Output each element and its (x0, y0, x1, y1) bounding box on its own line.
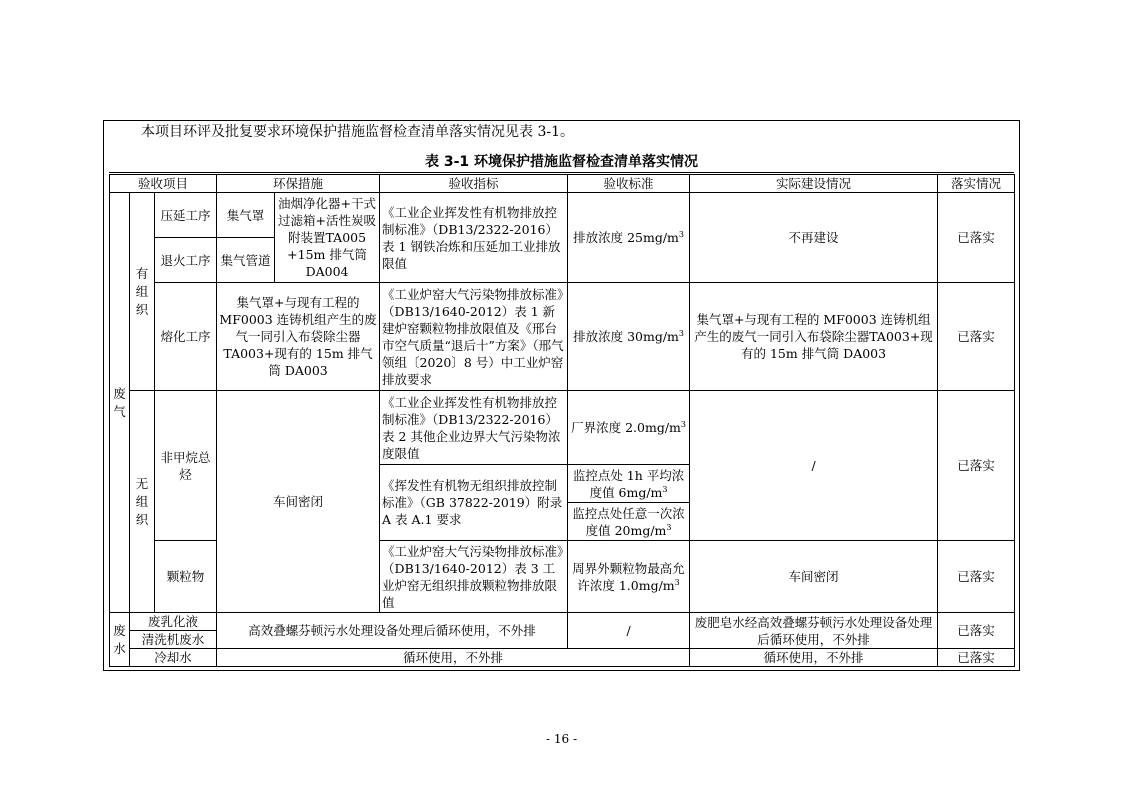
status-cell: 已落实 (938, 391, 1015, 541)
measure-cell: 循环使用，不外排 (217, 649, 690, 667)
measure-cell: 高效叠螺芬顿污水处理设备处理后循环使用，不外排 (217, 613, 568, 649)
status-cell: 已落实 (938, 649, 1015, 667)
category-unorganized: 无组织 (130, 391, 155, 613)
table-row (110, 613, 1015, 631)
standard-cell: 厂界浓度 $2.0mg/m^3$ (568, 391, 690, 465)
table-row (110, 283, 1015, 391)
item-emulsion: 废乳化液 (130, 613, 217, 631)
standard-cell: 排放浓度 $25mg/m^3$ (568, 193, 690, 283)
measure-cell: 车间密闭 (217, 391, 380, 613)
status-cell: 已落实 (938, 193, 1015, 283)
measure-cell: 集气罩+与现有工程的MF0003 连铸机组产生的废气一同引入布袋除尘器TA003+现有的 15m 排气筒 DA003 (217, 283, 380, 391)
table-row (110, 649, 1015, 667)
header-index: 验收指标 (380, 175, 568, 193)
header-status: 落实情况 (938, 175, 1015, 193)
process-melting: 熔化工序 (155, 283, 217, 391)
index-cell: 《工业炉窑大气污染物排放标准》（DB13/1640-2012）表 1 新建炉窑颗粒物排放限值及《邢台市空气质量“退后十”方案》（邢气领组〔2020〕8 号）中工业炉窑排放要求 (380, 283, 568, 391)
category-waste-water: 废水 (110, 613, 130, 667)
status-cell: 已落实 (938, 541, 1015, 613)
device-treatment: 油烟净化器+干式过滤箱+活性炭吸附装置TA005 +15m 排气筒 DA004 (275, 193, 380, 283)
standard-cell: / (568, 613, 690, 649)
header-item: 验收项目 (110, 175, 217, 193)
header-standard: 验收标准 (568, 175, 690, 193)
index-cell: 《工业炉窑大气污染物排放标准》（DB13/1640-2012）表 3 工业炉窑无组织排放颗粒物排放限值 (380, 541, 568, 613)
index-cell: 《工业企业挥发性有机物排放控制标准》（DB13/2322-2016）表 2 其他企业边界大气污染物浓度限值 (380, 391, 568, 465)
table-row (110, 391, 1015, 465)
process-nmhc: 非甲烷总烃 (155, 391, 217, 541)
header-row (110, 175, 1015, 193)
standard-cell: 监控点处 1h 平均浓度值 $6mg/m^3$ (568, 465, 690, 503)
process-rolling: 压延工序 (155, 193, 217, 238)
category-waste-gas: 废气 (110, 193, 130, 613)
table-title: 表 3-1 环境保护措施监督检查清单落实情况 (424, 154, 699, 170)
standard-cell: 排放浓度 $30mg/m^3$ (568, 283, 690, 391)
standard-cell: 周界外颗粒物最高允许浓度 $1.0mg/m^3$ (568, 541, 690, 613)
collect-hood: 集气罩 (217, 193, 275, 238)
collect-duct: 集气管道 (217, 238, 275, 283)
item-cooling-water: 冷却水 (130, 649, 217, 667)
process-particulate: 颗粒物 (155, 541, 217, 613)
standard-cell: 监控点处任意一次浓度值 $20mg/m^3$ (568, 503, 690, 541)
actual-cell: 集气罩+与现有工程的 MF0003 连铸机组产生的废气一同引入布袋除尘器TA003+现有的 15m 排气筒 DA003 (690, 283, 938, 391)
actual-cell: 不再建设 (690, 193, 938, 283)
header-actual: 实际建设情况 (690, 175, 938, 193)
title-divider (109, 172, 1014, 173)
index-cell: 《工业企业挥发性有机物排放控制标准》（DB13/2322-2016）表 1 钢铁冶炼和压延加工业排放限值 (380, 193, 568, 283)
item-washer-water: 清洗机废水 (130, 631, 217, 649)
header-measure: 环保措施 (217, 175, 380, 193)
process-annealing: 退火工序 (155, 238, 217, 283)
status-cell: 已落实 (938, 283, 1015, 391)
index-cell: 《挥发性有机物无组织排放控制标准》（GB 37822-2019）附录 A 表 A.1 要求 (380, 465, 568, 541)
inspection-table (109, 174, 1015, 667)
actual-cell: / (690, 391, 938, 541)
intro-paragraph: 本项目环评及批复要求环境保护措施监督检查清单落实情况见表 3-1。 (141, 124, 574, 140)
status-cell: 已落实 (938, 613, 1015, 649)
category-organized: 有组织 (130, 193, 155, 391)
actual-cell: 车间密闭 (690, 541, 938, 613)
page-number: - 16 - (545, 732, 577, 746)
actual-cell: 废肥皂水经高效叠螺芬顿污水处理设备处理后循环使用，不外排 (690, 613, 938, 649)
table-row (110, 193, 1015, 238)
actual-cell: 循环使用，不外排 (690, 649, 938, 667)
